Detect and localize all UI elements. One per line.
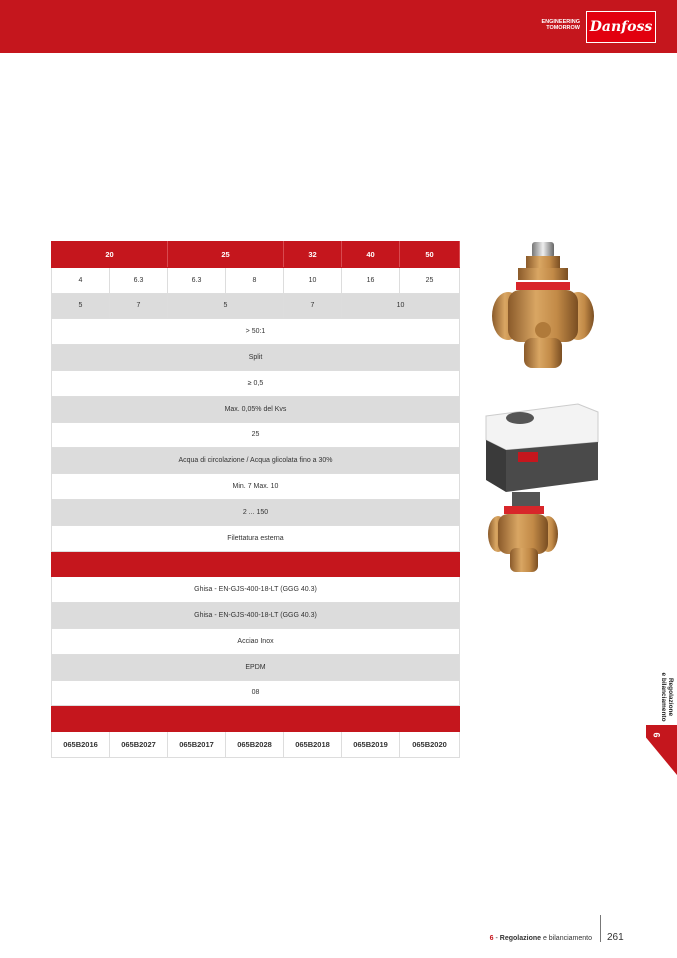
table-cell: 5 <box>52 293 110 319</box>
table-cell: 5 <box>168 293 284 319</box>
table-row <box>52 293 460 319</box>
table-row <box>52 525 460 551</box>
table-row <box>52 370 460 396</box>
table-cell: 8 <box>226 267 284 293</box>
code-cell: 065B2028 <box>226 732 284 758</box>
table-cell: Acciao Inox <box>52 628 460 654</box>
section-separator <box>52 551 460 577</box>
table-cell: 2 ... 150 <box>52 499 460 525</box>
header-cell: 40 <box>342 242 400 268</box>
code-cell: 065B2016 <box>52 732 110 758</box>
danfoss-logo[interactable] <box>586 11 656 43</box>
code-cell: 065B2020 <box>400 732 460 758</box>
table-row <box>52 474 460 500</box>
table-row <box>52 396 460 422</box>
table-header-row <box>52 242 460 268</box>
table-cell: 25 <box>52 422 460 448</box>
table-cell: Max. 0,05% del Kvs <box>52 396 460 422</box>
table-row <box>52 577 460 603</box>
footer-chapter-bold: Regolazione <box>499 935 542 942</box>
table-row <box>52 628 460 654</box>
chapter-tab-number: 6 <box>651 732 662 738</box>
table-cell: 10 <box>342 293 460 319</box>
tagline-line1: ENGINEERING <box>541 19 580 25</box>
table-row <box>52 680 460 706</box>
header-cell: 20 <box>52 242 168 268</box>
section-separator-row <box>52 706 460 732</box>
table-cell: Ghisa - EN-GJS-400-18-LT (GGG 40.3) <box>52 577 460 603</box>
side-label-line1: Regolazione <box>667 677 674 717</box>
table-cell: Split <box>52 345 460 371</box>
code-cell: 065B2017 <box>168 732 226 758</box>
table-cell: 6.3 <box>168 267 226 293</box>
footer-chapter <box>400 935 592 942</box>
footer-divider <box>600 915 601 942</box>
table-cell: 7 <box>110 293 168 319</box>
side-chapter-label <box>660 662 674 732</box>
table-cell: Ghisa - EN-GJS-400-18-LT (GGG 40.3) <box>52 603 460 629</box>
code-cell: 065B2018 <box>284 732 342 758</box>
technical-data-table <box>51 241 460 758</box>
table-cell: 10 <box>284 267 342 293</box>
table-row <box>52 499 460 525</box>
header-cell: 50 <box>400 242 460 268</box>
tagline-line2: TOMORROW <box>546 25 580 31</box>
table-row <box>52 448 460 474</box>
section-separator-row <box>52 551 460 577</box>
table-cell: 6.3 <box>110 267 168 293</box>
page-number: 261 <box>607 932 624 943</box>
table-cell: 16 <box>342 267 400 293</box>
footer-chapter-number: 6 <box>489 935 494 942</box>
table-cell: > 50:1 <box>52 319 460 345</box>
table-row <box>52 319 460 345</box>
table-cell: Min. 7 Max. 10 <box>52 474 460 500</box>
code-cell: 065B2027 <box>110 732 168 758</box>
table-row <box>52 267 460 293</box>
table-cell: 08 <box>52 680 460 706</box>
code-cell: 065B2019 <box>342 732 400 758</box>
header-cell: 25 <box>168 242 284 268</box>
table-cell: 4 <box>52 267 110 293</box>
footer-chapter-rest: e bilanciamento <box>541 935 592 942</box>
header-cell: 32 <box>284 242 342 268</box>
danfoss-logo-text: Danfoss <box>589 19 653 35</box>
table-cell: 7 <box>284 293 342 319</box>
engineering-tomorrow-tagline <box>540 19 580 31</box>
code-row <box>52 732 460 758</box>
valve-photo <box>488 238 598 378</box>
table-cell: EPDM <box>52 654 460 680</box>
table-cell: 25 <box>400 267 460 293</box>
table-cell: ≥ 0,5 <box>52 370 460 396</box>
valve-actuator-photo <box>482 398 600 578</box>
footer-separator: - <box>493 935 500 942</box>
table-row <box>52 345 460 371</box>
side-label-line2: e bilanciamento <box>660 672 667 722</box>
table-row <box>52 654 460 680</box>
table-cell: Filettatura esterna <box>52 525 460 551</box>
table-row <box>52 603 460 629</box>
table-row <box>52 422 460 448</box>
section-separator <box>52 706 460 732</box>
table-cell: Acqua di circolazione / Acqua glicolata fino a 30% <box>52 448 460 474</box>
